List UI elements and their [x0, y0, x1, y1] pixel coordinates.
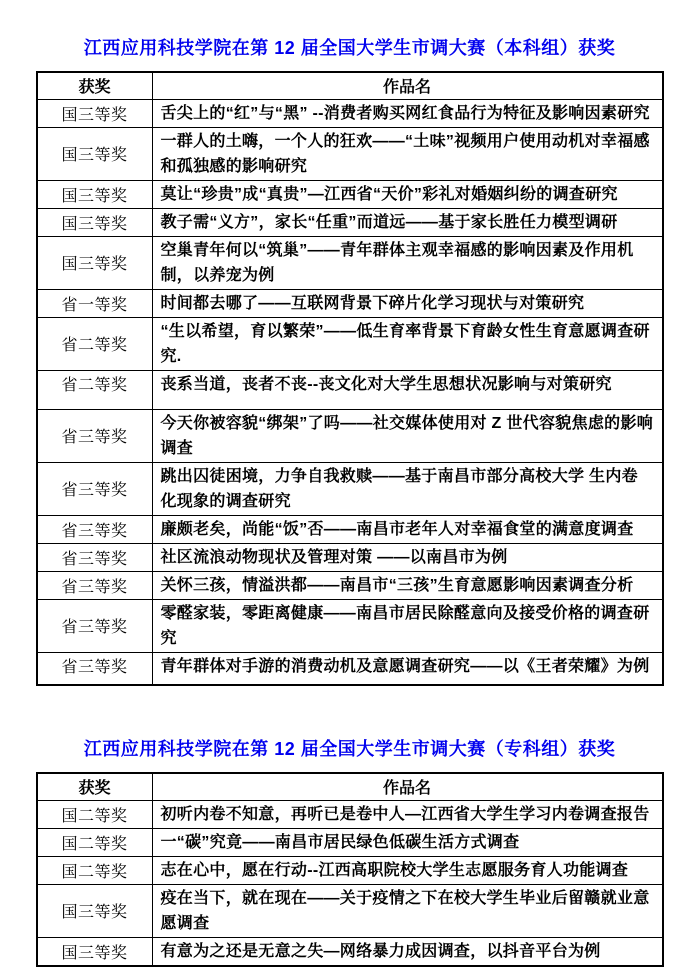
award-cell: 国三等奖 — [37, 99, 153, 127]
page-title-benke: 江西应用科技学院在第 12 届全国大学生市调大赛（本科组）获奖 — [83, 38, 616, 58]
work-cell: 青年群体对手游的消费动机及意愿调查研究——以《王者荣耀》为例 — [152, 652, 663, 685]
award-cell: 国三等奖 — [37, 937, 153, 966]
award-cell: 省三等奖 — [37, 409, 153, 462]
table-row — [37, 127, 663, 180]
award-cell: 省三等奖 — [37, 571, 153, 599]
table-header-row — [37, 773, 663, 800]
table-row — [37, 208, 663, 236]
table-row — [37, 236, 663, 289]
work-cell: 关怀三孩，情溢洪都——南昌市“三孩”生育意愿影响因素调查分析 — [152, 571, 663, 599]
table-row — [37, 99, 663, 127]
work-cell: 零醛家装，零距离健康——南昌市居民除醛意向及接受价格的调查研究 — [152, 599, 663, 652]
table-row — [37, 937, 663, 966]
work-cell: 跳出囚徒困境，力争自我救赎——基于南昌市部分高校大学 生内卷化现象的调查研究 — [152, 462, 663, 515]
header-work: 作品名 — [152, 773, 663, 800]
award-cell: 省三等奖 — [37, 462, 153, 515]
table-row — [37, 289, 663, 317]
work-cell: 空巢青年何以“筑巢”——青年群体主观幸福感的影响因素及作用机制，以养宠为例 — [152, 236, 663, 289]
work-cell: 教子需“义方”，家长“任重”而道远——基于家长胜任力模型调研 — [152, 208, 663, 236]
table-row — [37, 856, 663, 884]
table-row — [37, 409, 663, 462]
section-benke — [0, 34, 699, 686]
table-row — [37, 800, 663, 828]
work-cell: 丧系当道，丧者不丧--丧文化对大学生思想状况影响与对策研究 — [152, 370, 663, 409]
header-work: 作品名 — [152, 72, 663, 99]
award-cell: 国三等奖 — [37, 127, 153, 180]
work-cell: 时间都去哪了——互联网背景下碎片化学习现状与对策研究 — [152, 289, 663, 317]
table-row — [37, 180, 663, 208]
page-title-zhuanke: 江西应用科技学院在第 12 届全国大学生市调大赛（专科组）获奖 — [83, 739, 616, 759]
work-cell: “生以希望，育以繁荣”——低生育率背景下育龄女性生育意愿调查研究. — [152, 317, 663, 370]
header-award: 获奖 — [37, 72, 153, 99]
award-cell: 省三等奖 — [37, 515, 153, 543]
header-award: 获奖 — [37, 773, 153, 800]
table-row — [37, 370, 663, 409]
table-row — [37, 462, 663, 515]
work-cell: 有意为之还是无意之失—网络暴力成因调查，以抖音平台为例 — [152, 937, 663, 966]
work-cell: 舌尖上的“红”与“黑” --消费者购买网红食品行为特征及影响因素研究 — [152, 99, 663, 127]
table-row — [37, 828, 663, 856]
award-cell: 省三等奖 — [37, 543, 153, 571]
table-row — [37, 884, 663, 937]
table-row — [37, 652, 663, 685]
section-zhuanke — [0, 735, 699, 967]
awards-table-benke — [36, 71, 664, 686]
table-row — [37, 543, 663, 571]
table-row — [37, 599, 663, 652]
award-cell: 国三等奖 — [37, 884, 153, 937]
work-cell: 廉颇老矣，尚能“饭”否——南昌市老年人对幸福食堂的满意度调查 — [152, 515, 663, 543]
table-header-row — [37, 72, 663, 99]
award-cell: 国二等奖 — [37, 828, 153, 856]
work-cell: 社区流浪动物现状及管理对策 ——以南昌市为例 — [152, 543, 663, 571]
award-cell: 省一等奖 — [37, 289, 153, 317]
award-cell: 国二等奖 — [37, 800, 153, 828]
award-cell: 国三等奖 — [37, 180, 153, 208]
work-cell: 初听内卷不知意，再听已是卷中人—江西省大学生学习内卷调查报告 — [152, 800, 663, 828]
award-cell: 省二等奖 — [37, 370, 153, 409]
work-cell: 一“碳”究竟——南昌市居民绿色低碳生活方式调查 — [152, 828, 663, 856]
award-cell: 省三等奖 — [37, 652, 153, 685]
work-cell: 疫在当下，就在现在——关于疫情之下在校大学生毕业后留赣就业意愿调查 — [152, 884, 663, 937]
work-cell: 一群人的土嗨，一个人的狂欢——“土味”视频用户使用动机对幸福感和孤独感的影响研究 — [152, 127, 663, 180]
award-cell: 国三等奖 — [37, 236, 153, 289]
work-cell: 莫让“珍贵”成“真贵”—江西省“天价”彩礼对婚姻纠纷的调查研究 — [152, 180, 663, 208]
award-cell: 省三等奖 — [37, 599, 153, 652]
awards-table-zhuanke — [36, 772, 664, 967]
award-cell: 省二等奖 — [37, 317, 153, 370]
award-cell: 国二等奖 — [37, 856, 153, 884]
table-row — [37, 571, 663, 599]
work-cell: 今天你被容貌“绑架”了吗——社交媒体使用对 Z 世代容貌焦虑的影响调查 — [152, 409, 663, 462]
award-cell: 国三等奖 — [37, 208, 153, 236]
work-cell: 志在心中，愿在行动--江西高职院校大学生志愿服务育人功能调查 — [152, 856, 663, 884]
table-row — [37, 515, 663, 543]
table-row — [37, 317, 663, 370]
